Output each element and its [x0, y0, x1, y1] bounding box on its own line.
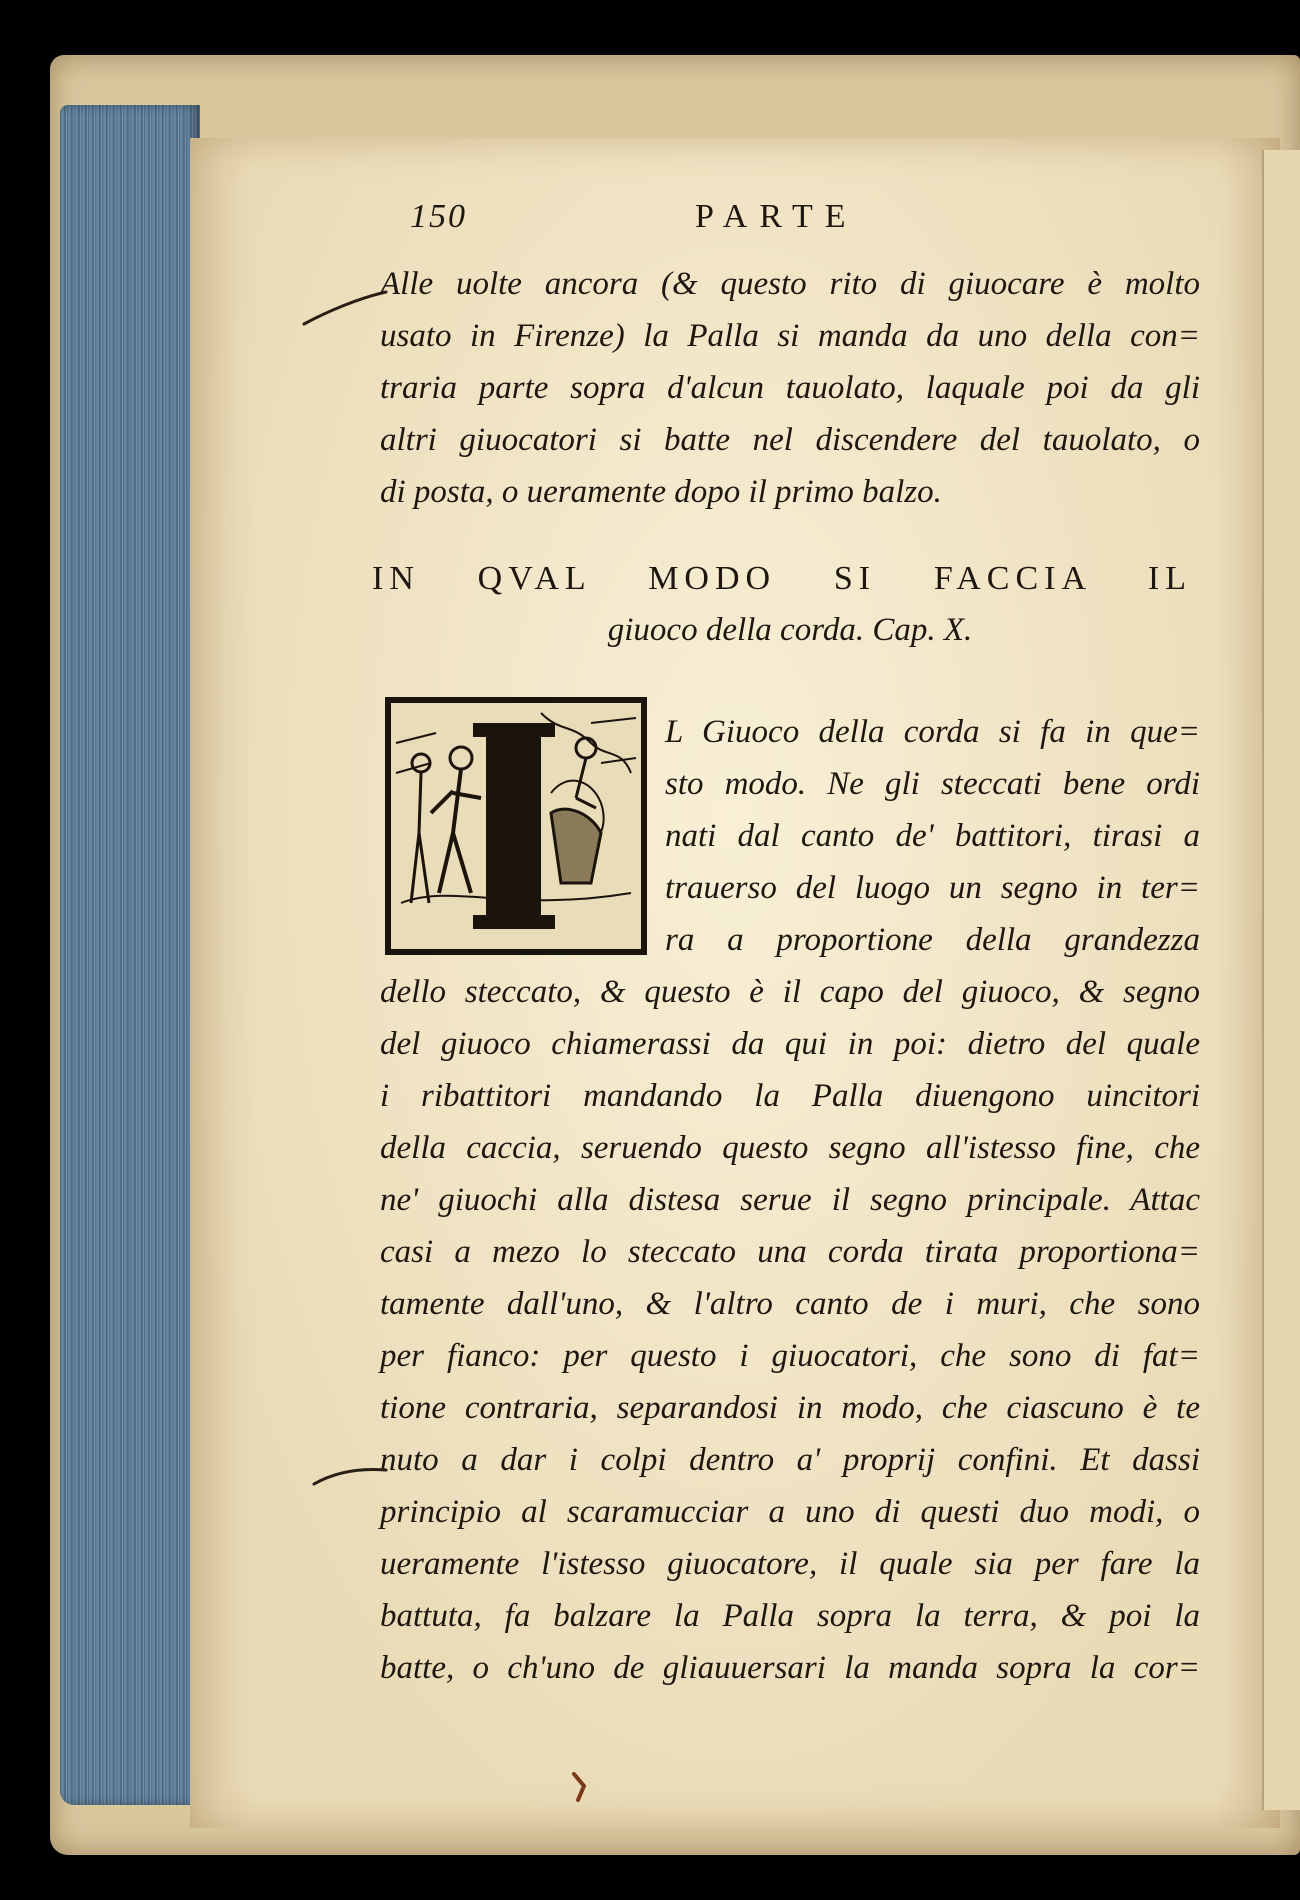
- woodcut-illustration-icon: [391, 703, 641, 949]
- paragraph-1: [380, 258, 1200, 518]
- initial-line: nati dal canto de' battitori, tirasi a: [665, 818, 1200, 854]
- page-header: [410, 198, 1130, 248]
- chapter-subheading: giuoco della corda. Cap. X.: [607, 612, 973, 648]
- chapter-heading: IN QVAL MODO SI FACCIA IL: [372, 560, 1192, 597]
- margin-stroke-mark-2: [310, 1462, 390, 1492]
- paragraph-2-line: dello steccato, & questo è il capo del giuoco, & segno: [380, 974, 1200, 1010]
- paragraph-2-line: del giuoco chiamerassi da qui in poi: dietro del quale: [380, 1026, 1200, 1062]
- page-edges-stack: [60, 105, 200, 1805]
- paragraph-2-line: casi a mezo lo steccato una corda tirata proportiona=: [380, 1234, 1200, 1270]
- initial-line: trauerso del luogo un segno in ter=: [665, 870, 1200, 906]
- paragraph-1-line: Alle uolte ancora (& questo rito di giuocare è molto: [380, 266, 1200, 302]
- paragraph-1-line: di posta, o ueramente dopo il primo balzo.: [380, 474, 942, 510]
- paragraph-2-line: principio al scaramucciar a uno di questi duo modi, o: [380, 1494, 1200, 1530]
- initial-paragraph-lines: [665, 706, 1200, 966]
- paragraph-1-line: traria parte sopra d'alcun tauolato, laquale poi da gli: [380, 370, 1200, 406]
- initial-line: ra a proportione della grandezza: [665, 922, 1200, 958]
- paragraph-2-line: batte, o ch'uno de gliauuersari la manda sopra la cor=: [380, 1650, 1200, 1686]
- initial-line: sto modo. Ne gli steccati bene ordi: [665, 766, 1200, 802]
- paragraph-2-line: nuto a dar i colpi dentro a' proprij confini. Et dassi: [380, 1442, 1200, 1478]
- initial-line: L Giuoco della corda si fa in que=: [665, 714, 1200, 750]
- ink-speck-mark: [570, 1770, 594, 1804]
- paragraph-2-line: tione contraria, separandosi in modo, che ciascuno è te: [380, 1390, 1200, 1426]
- paragraph-1-line: altri giuocatori si batte nel discendere del tauolato, o: [380, 422, 1200, 458]
- paragraph-2-line: per fianco: per questo i giuocatori, che sono di fat=: [380, 1338, 1200, 1374]
- page-number: 150: [410, 198, 467, 235]
- paragraph-2-line: della caccia, seruendo questo segno all'istesso fine, che: [380, 1130, 1200, 1166]
- paragraph-2-line: battuta, fa balzare la Palla sopra la terra, & poi la: [380, 1598, 1200, 1634]
- paragraph-1-line: usato in Firenze) la Palla si manda da uno della con=: [380, 318, 1200, 354]
- paragraph-2-line: ueramente l'istesso giuocatore, il quale sia per fare la: [380, 1546, 1200, 1582]
- paragraph-2-line: tamente dall'uno, & l'altro canto de i muri, che sono: [380, 1286, 1200, 1322]
- margin-stroke-mark-1: [300, 290, 390, 330]
- paragraph-2: [380, 966, 1200, 1694]
- running-head: PARTE: [695, 198, 858, 235]
- paragraph-2-line: ne' giuochi alla distesa serue il segno principale. Attac: [380, 1182, 1200, 1218]
- woodcut-initial-I: [385, 697, 647, 955]
- facing-page-edge: [1262, 150, 1300, 1810]
- paragraph-2-line: i ribattitori mandando la Palla diuengono uincitori: [380, 1078, 1200, 1114]
